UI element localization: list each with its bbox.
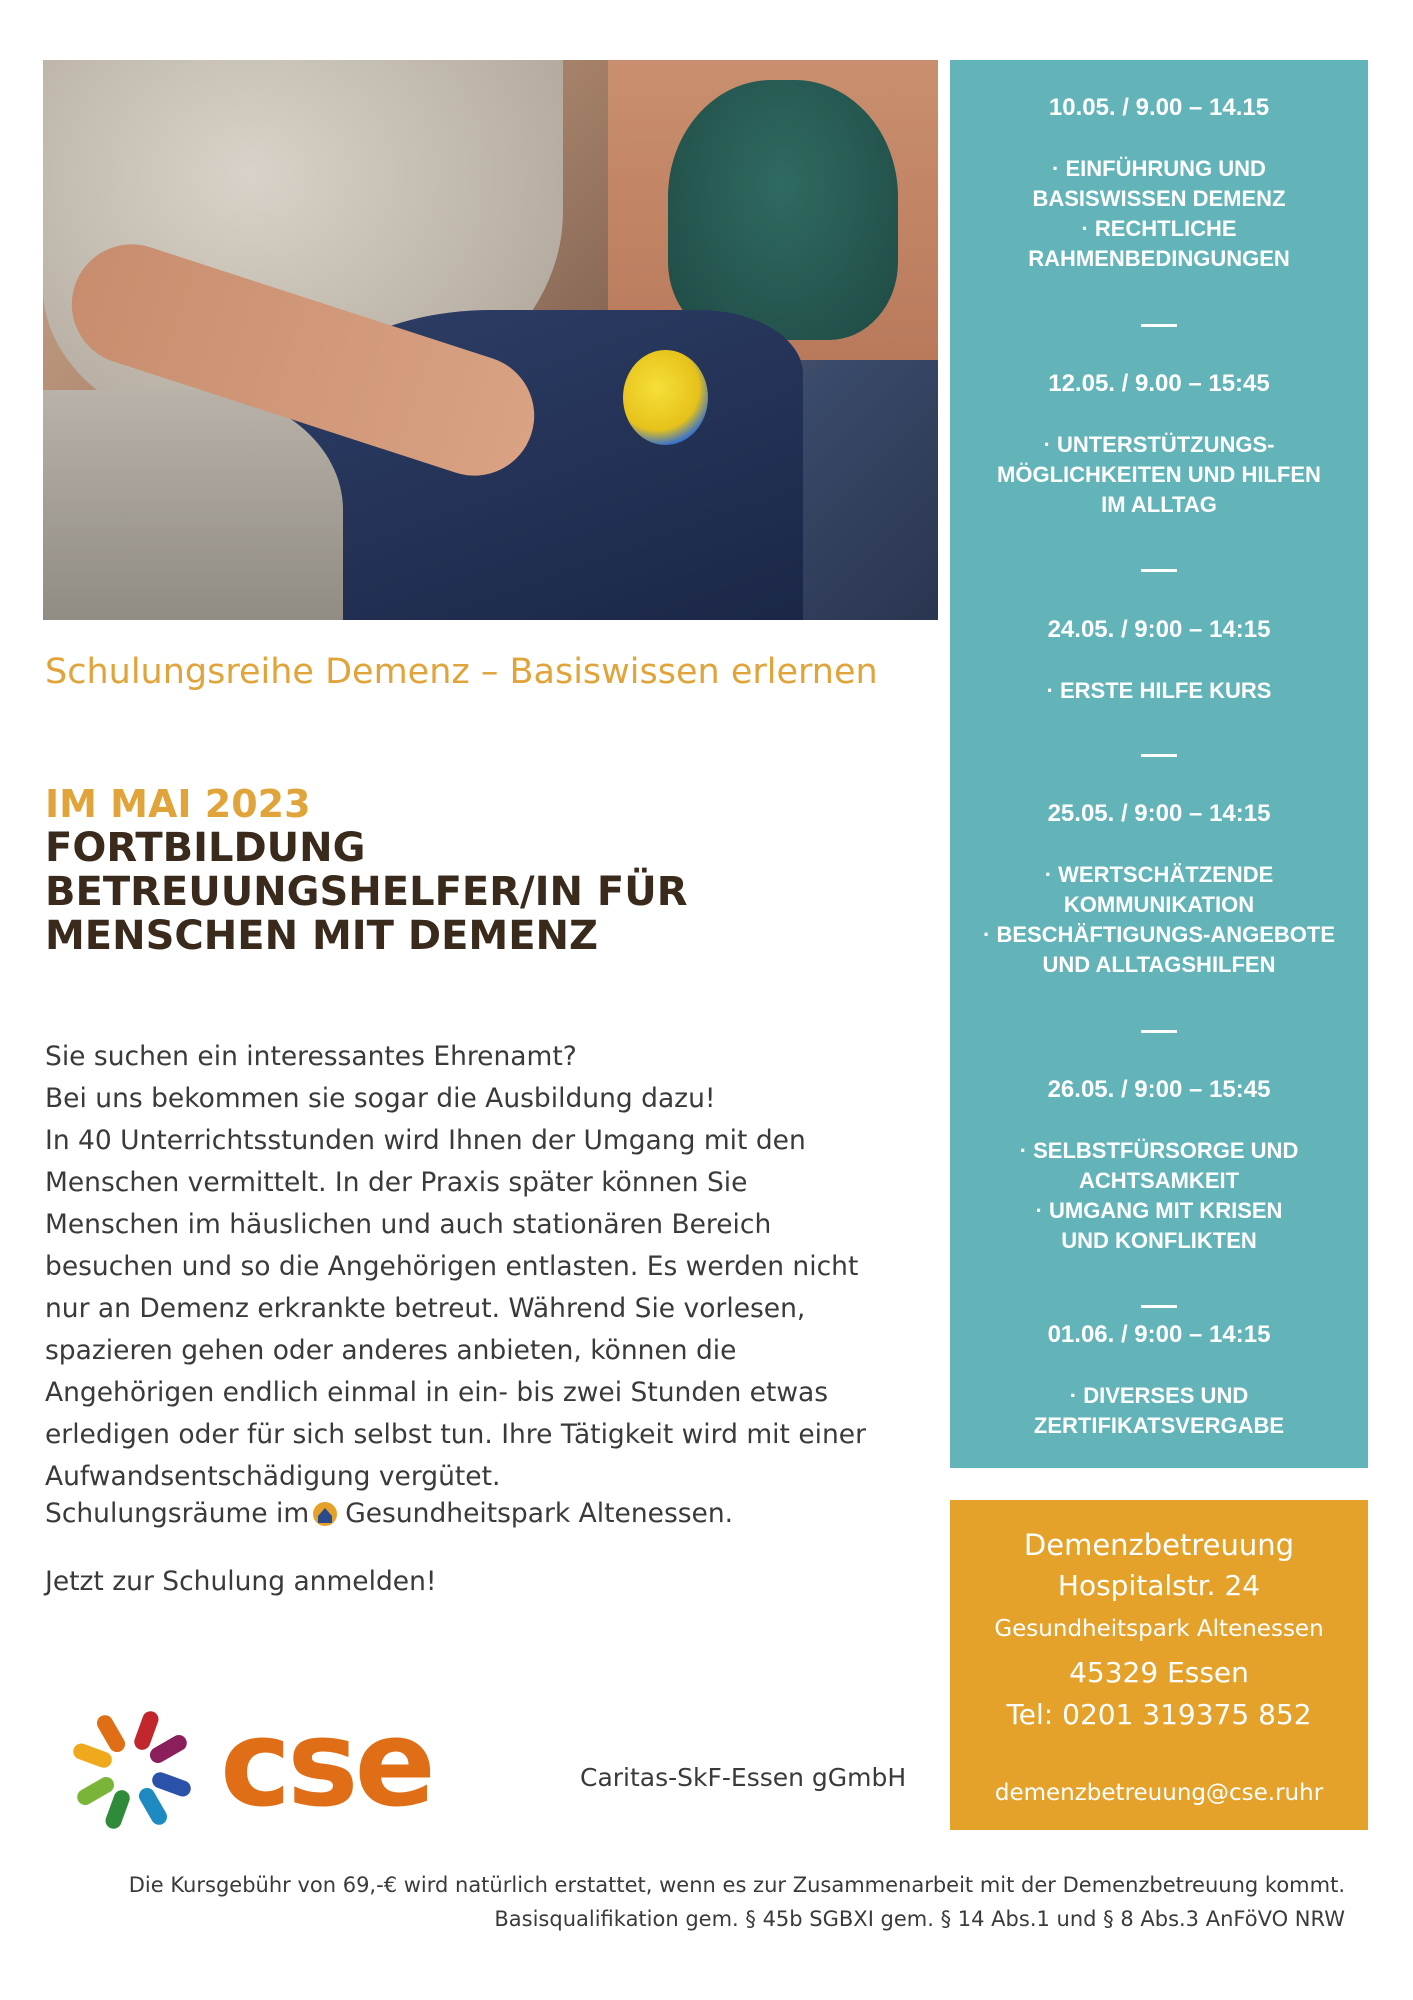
- footer-qualification: Basisqualifikation gem. § 45b SGBXI gem. § 14 Abs.1 und § 8 Abs.3 AnFöVO NRW: [494, 1907, 1345, 1931]
- description: Sie suchen ein interessantes Ehrenamt? Bei uns bekommen sie sogar die Ausbildung dazu! In 40 Unterrichtsstunden wird Ihnen der Umgang mit den Menschen vermittelt. In der Praxis später können Sie Menschen im häuslichen und auch stationären Bereich besuchen und so die Angehörigen entlasten. Es werden nicht nur an Demenz erkrankte betreut. Während Sie vorlesen, spazieren gehen oder anderes anbieten, können die Angehörigen endlich einmal in ein- bis zwei Stunden etwas erledigen oder für sich selbst tun. Ihre Tätigkeit wird mit einer Aufwandsentschädigung vergütet.: [45, 1041, 866, 1492]
- session-topics: · ERSTE HILFE KURS: [1046, 678, 1272, 703]
- divider: [1141, 1030, 1177, 1033]
- divider: [1141, 754, 1177, 757]
- cse-logo-icon: [62, 1700, 202, 1840]
- session-date: 01.06. / 9:00 – 14:15: [1047, 1321, 1271, 1348]
- photo-leg: [43, 390, 343, 620]
- divider: [1141, 324, 1177, 327]
- organization-name: Caritas-SkF-Essen gGmbH: [580, 1763, 907, 1792]
- contact-city: 45329 Essen: [1069, 1656, 1249, 1689]
- headline-year: IM MAI 2023: [45, 782, 311, 826]
- location-prefix: Schulungsräume im: [45, 1498, 310, 1529]
- photo-person-green: [668, 80, 898, 340]
- location-line: [45, 1498, 733, 1529]
- session-4: [950, 799, 1368, 980]
- schedule-panel: [950, 60, 1368, 1468]
- session-1: [950, 93, 1368, 274]
- divider: [1141, 569, 1177, 572]
- session-date: 24.05. / 9:00 – 14:15: [1047, 616, 1271, 643]
- session-5: [950, 1075, 1368, 1256]
- session-topics: · WERTSCHÄTZENDE KOMMUNIKATION · BESCHÄFTIGUNGS-ANGEBOTE UND ALLTAGSHILFEN: [983, 862, 1335, 977]
- subtitle: Schulungsreihe Demenz – Basiswissen erlernen: [45, 652, 878, 692]
- contact-name: Demenzbetreuung: [1023, 1528, 1295, 1562]
- headline: [45, 782, 925, 958]
- headline-title: FORTBILDUNG BETREUUNGSHELFER/IN FÜR MENSCHEN MIT DEMENZ: [45, 825, 688, 959]
- session-date: 25.05. / 9:00 – 14:15: [1047, 800, 1271, 827]
- call-to-action: Jetzt zur Schulung anmelden!: [45, 1566, 437, 1597]
- session-date: 10.05. / 9.00 – 14.15: [1048, 94, 1270, 121]
- contact-email[interactable]: demenzbetreuung@cse.ruhr: [994, 1780, 1324, 1806]
- contact-area: Gesundheitspark Altenessen: [994, 1616, 1324, 1642]
- location-place: Gesundheitspark Altenessen.: [345, 1498, 734, 1529]
- session-6: [950, 1320, 1368, 1441]
- contact-box: [950, 1500, 1368, 1830]
- gesundheitspark-icon: [311, 1498, 339, 1528]
- session-topics: · SELBSTFÜRSORGE UND ACHTSAMKEIT · UMGANG MIT KRISEN UND KONFLIKTEN: [1019, 1138, 1299, 1253]
- session-topics: · DIVERSES UND ZERTIFIKATSVERGABE: [1033, 1383, 1285, 1438]
- session-topics: · UNTERSTÜTZUNGS- MÖGLICHKEITEN UND HILFEN IM ALLTAG: [997, 432, 1321, 517]
- hero-photo: [43, 60, 938, 620]
- cse-logo-text: cse: [220, 1695, 432, 1834]
- session-3: [950, 615, 1368, 706]
- session-date: 26.05. / 9:00 – 15:45: [1047, 1076, 1271, 1103]
- photo-ball: [623, 350, 708, 445]
- footer-fee-note: Die Kursgebühr von 69,-€ wird natürlich erstattet, wenn es zur Zusammenarbeit mit der Demenzbetreuung kommt.: [128, 1873, 1345, 1897]
- contact-phone: Tel: 0201 319375 852: [1006, 1698, 1312, 1731]
- session-2: [950, 369, 1368, 520]
- contact-street: Hospitalstr. 24: [1057, 1569, 1261, 1602]
- session-date: 12.05. / 9.00 – 15:45: [1048, 370, 1270, 397]
- session-topics: · EINFÜHRUNG UND BASISWISSEN DEMENZ · RECHTLICHE RAHMENBEDINGUNGEN: [1028, 156, 1290, 271]
- divider: [1141, 1305, 1177, 1308]
